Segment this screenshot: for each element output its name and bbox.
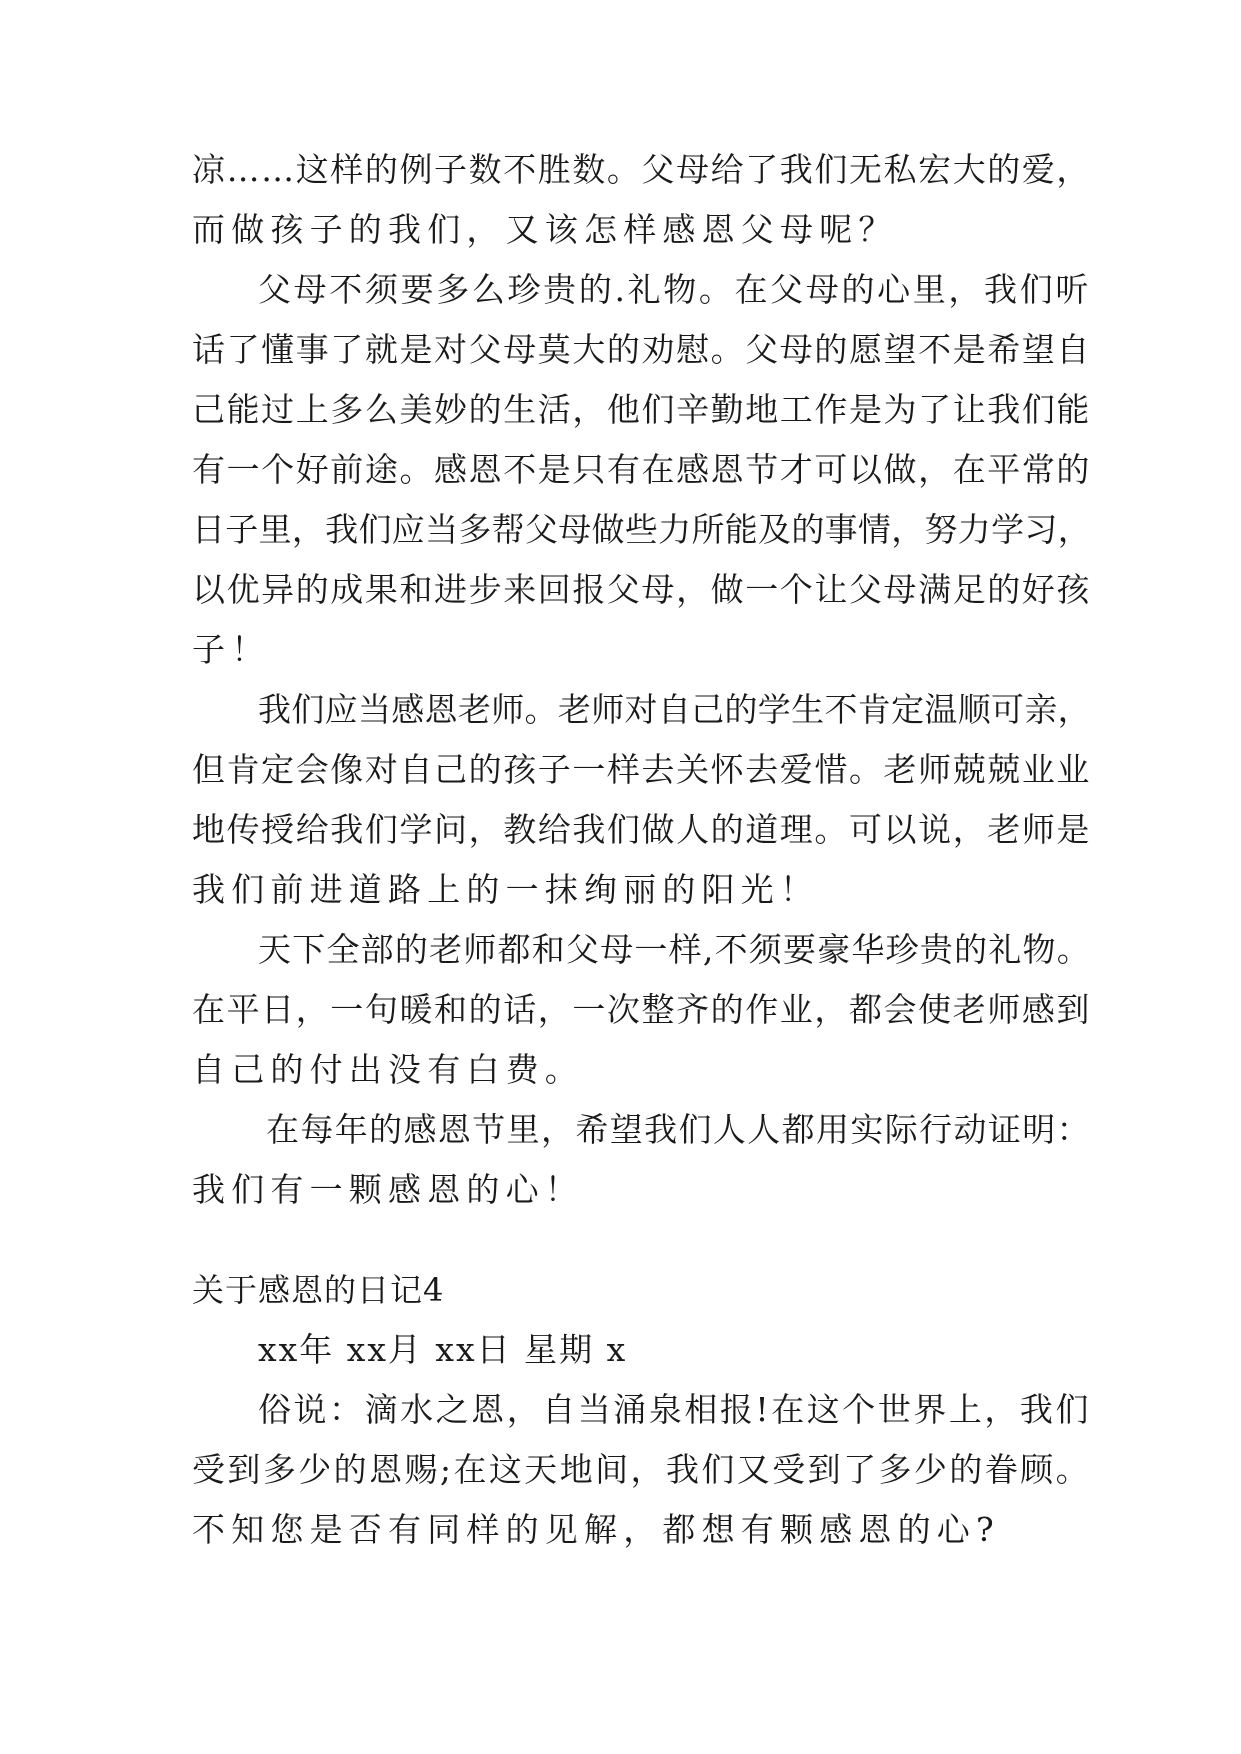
paragraph-line: 凉……这样的例子数不胜数。父母给了我们无私宏大的爱， bbox=[192, 150, 1091, 189]
paragraph-line: 有一个好前途。感恩不是只有在感恩节才可以做，在平常的 bbox=[192, 450, 1091, 489]
paragraph-line: 己能过上多么美妙的生活，他们辛勤地工作是为了让我们能 bbox=[192, 390, 1091, 429]
paragraph-line: 日子里，我们应当多帮父母做些力所能及的事情，努力学习， bbox=[192, 510, 1091, 549]
paragraph-line: 子！ bbox=[192, 630, 271, 669]
paragraph-line: 但肯定会像对自己的孩子一样去关怀去爱惜。老师兢兢业业 bbox=[192, 750, 1091, 789]
paragraph-line: 地传授给我们学问，教给我们做人的道理。可以说，老师是 bbox=[192, 810, 1091, 849]
paragraph-line: 在每年的感恩节里，希望我们人人都用实际行动证明： bbox=[266, 1110, 1091, 1149]
paragraph-line: 不知您是否有同样的见解，都想有颗感恩的心? bbox=[192, 1510, 1000, 1549]
section-heading: 关于感恩的日记4 bbox=[192, 1271, 445, 1309]
paragraph-line: 在平日，一句暖和的话，一次整齐的作业，都会使老师感到 bbox=[192, 990, 1091, 1029]
paragraph-line: 我们有一颗感恩的心！ bbox=[192, 1170, 584, 1209]
date-line: xx年 xx月 xx日 星期 x bbox=[258, 1330, 628, 1369]
paragraph-line: 俗说：滴水之恩，自当涌泉相报!在这个世界上，我们 bbox=[258, 1390, 1091, 1429]
paragraph-line: 而做孩子的我们，又该怎样感恩父母呢？ bbox=[192, 210, 898, 249]
paragraph-line: 父母不须要多么珍贵的.礼物。在父母的心里，我们听 bbox=[258, 270, 1091, 309]
paragraph-line: 我们前进道路上的一抹绚丽的阳光！ bbox=[192, 870, 820, 909]
paragraph-line: 天下全部的老师都和父母一样,不须要豪华珍贵的礼物。 bbox=[258, 930, 1091, 969]
paragraph-line: 自己的付出没有白费。 bbox=[192, 1050, 584, 1089]
paragraph-line: 受到多少的恩赐;在这天地间，我们又受到了多少的眷顾。 bbox=[192, 1450, 1091, 1489]
paragraph-line: 话了懂事了就是对父母莫大的劝慰。父母的愿望不是希望自 bbox=[192, 330, 1091, 369]
paragraph-line: 我们应当感恩老师。老师对自己的学生不肯定温顺可亲， bbox=[258, 690, 1091, 729]
paragraph-line: 以优异的成果和进步来回报父母，做一个让父母满足的好孩 bbox=[192, 570, 1091, 609]
